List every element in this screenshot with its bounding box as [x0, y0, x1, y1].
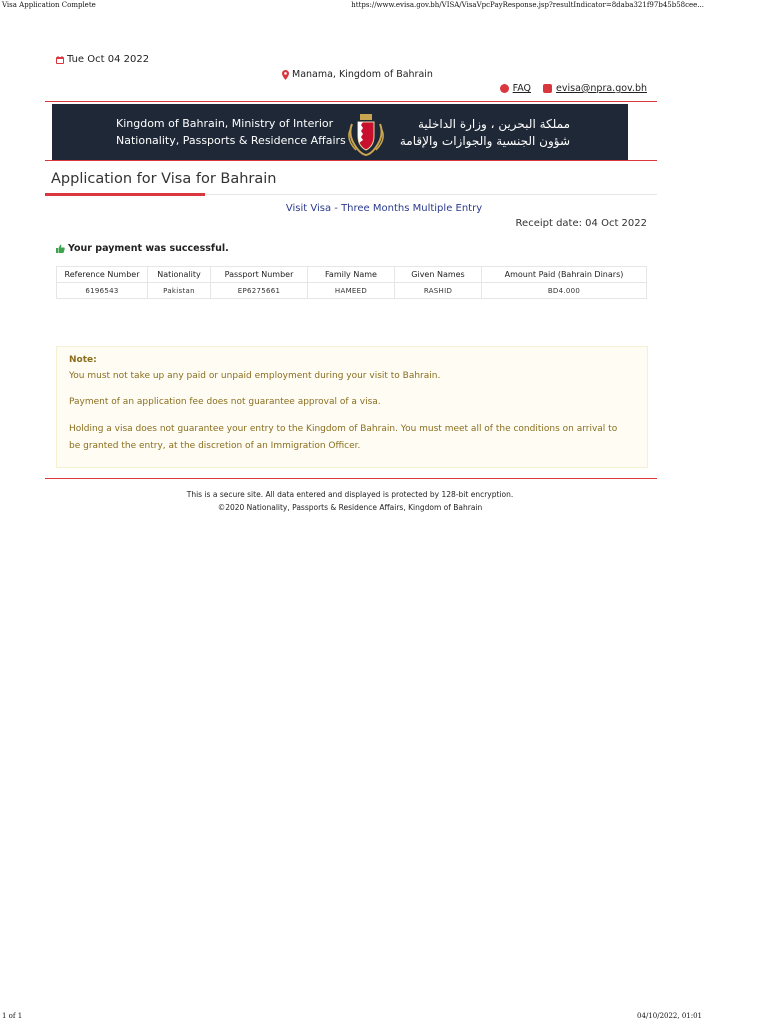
ministry-banner — [52, 104, 628, 160]
print-header — [0, 0, 768, 12]
col-nationality: Nationality — [148, 267, 211, 283]
table-row — [57, 283, 647, 299]
page-title: Application for Visa for Bahrain — [51, 171, 277, 187]
calendar-icon — [56, 56, 64, 64]
note-line-1: You must not take up any paid or unpaid employment during your visit to Bahrain. — [69, 371, 441, 381]
copyright: ©2020 Nationality, Passports & Residence Affairs, Kingdom of Bahrain — [217, 503, 483, 512]
email-icon — [543, 84, 552, 93]
thumbs-up-icon — [56, 244, 65, 253]
location — [282, 69, 433, 80]
print-page-count: 1 of 1 — [2, 1012, 23, 1020]
print-datetime: 04/10/2022, 01:01 — [637, 1012, 702, 1020]
cell-passport-number: EP6275661 — [211, 283, 308, 299]
visa-type: Visit Visa - Three Months Multiple Entry — [285, 203, 483, 214]
banner-en-line1: Kingdom of Bahrain, Ministry of Interior — [116, 117, 334, 130]
date-text: Tue Oct 04 2022 — [67, 54, 150, 65]
map-pin-icon — [282, 70, 289, 80]
col-reference-number: Reference Number — [57, 267, 148, 283]
banner-arabic — [400, 116, 570, 150]
banner-bottom-rule — [45, 160, 657, 161]
print-footer — [0, 1012, 768, 1024]
receipt-date: Receipt date: 04 Oct 2022 — [515, 218, 647, 229]
col-given-names: Given Names — [395, 267, 482, 283]
note-line-2: Payment of an application fee does not guarantee approval of a visa. — [69, 397, 381, 407]
table-header-row — [57, 267, 647, 283]
banner-english — [116, 115, 346, 149]
email-link[interactable]: evisa@npra.gov.bh — [556, 83, 647, 94]
location-text: Manama, Kingdom of Bahrain — [292, 69, 433, 80]
col-passport-number: Passport Number — [211, 267, 308, 283]
cell-given-names: RASHID — [395, 283, 482, 299]
col-family-name: Family Name — [308, 267, 395, 283]
banner-ar-line2: شؤون الجنسية والجوازات والإقامة — [399, 134, 570, 148]
cell-family-name: HAMEED — [308, 283, 395, 299]
note-title: Note: — [69, 355, 97, 365]
secure-site-notice: This is a secure site. All data entered and displayed is protected by 128-bit encryption. — [186, 490, 514, 499]
cell-amount-paid: BD4.000 — [482, 283, 647, 299]
success-text: Your payment was successful. — [68, 243, 229, 254]
col-amount-paid: Amount Paid (Bahrain Dinars) — [482, 267, 647, 283]
cell-nationality: Pakistan — [148, 283, 211, 299]
banner-top-rule — [45, 101, 657, 102]
cell-reference-number: 6196543 — [57, 283, 148, 299]
note-box — [56, 346, 648, 468]
print-url: https://www.evisa.gov.bh/VISA/VisaVpcPayResponse.jsp?resultIndicator=8daba321f97b45b58cee... — [351, 1, 704, 9]
print-page-title: Visa Application Complete — [2, 1, 96, 9]
footer-rule — [45, 478, 657, 479]
info-icon — [500, 84, 509, 93]
header-links — [500, 83, 647, 94]
faq-link[interactable]: FAQ — [512, 83, 532, 94]
application-table — [56, 266, 647, 299]
banner-en-line2: Nationality, Passports & Residence Affairs — [116, 134, 346, 147]
payment-success-message — [56, 243, 229, 254]
banner-ar-line1: مملكة البحرين ، وزارة الداخلية — [417, 117, 570, 131]
note-line-3: Holding a visa does not guarantee your entry to the Kingdom of Bahrain. You must meet all of the conditions on arrival to be granted the entry, at the discretion of an Immigration Officer. — [69, 424, 618, 451]
title-accent-rule — [45, 193, 205, 196]
current-date — [56, 54, 149, 65]
bahrain-emblem — [346, 110, 386, 156]
